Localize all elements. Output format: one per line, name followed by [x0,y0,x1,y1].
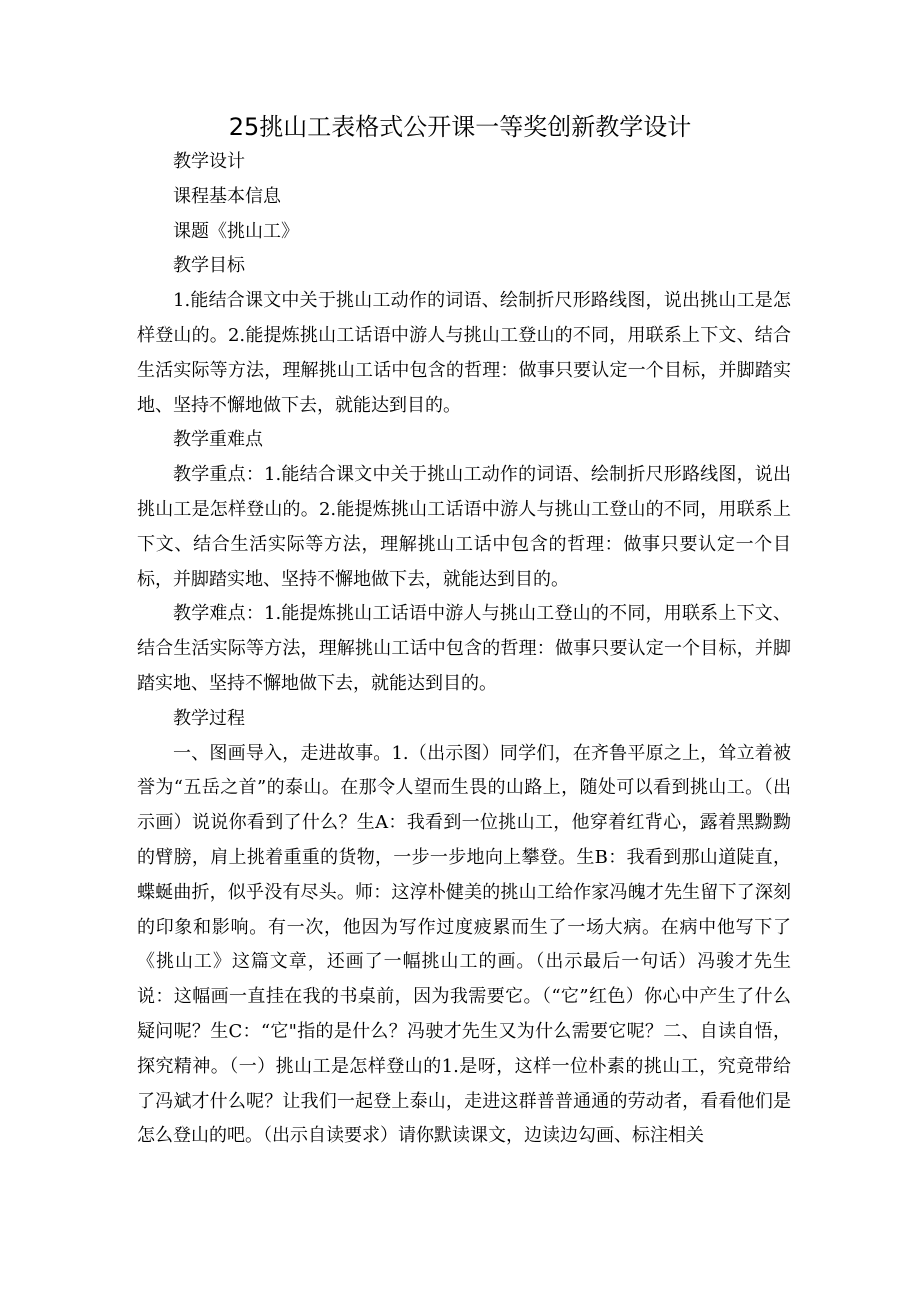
paragraph-teaching-process: 一、图画导入，走进故事。1.（出示图）同学们，在齐鲁平原之上，耸立着被誉为“五岳之首”的泰山。在那令人望而生畏的山路上，随处可以看到挑山工。（出示画）说说你看到了什么？生A：我看到一位挑山工，他穿着红背心，露着黑黝黝的臂膀，肩上挑着重重的货物，一步一步地向上攀登。生B：我看到那山道陡直，蝶蜒曲折，似乎没有尽头。师：这淳朴健美的挑山工给作家冯魄才先生留下了深刻的印象和影响。有一次，他因为写作过度疲累而生了一场大病。在病中他写下了《挑山工》这篇文章，还画了一幅挑山工的画。（出示最后一句话）冯骏才先生说：这幅画一直挂在我的书桌前，因为我需要它。（“它”红色）你心中产生了什么疑问呢？生C：“它"指的是什么？冯驶才先生又为什么需要它呢？二、自读自悟，探究精神。（一）挑山工是怎样登山的1.是呀，这样一位朴素的挑山工，究竟带给了冯斌才什么呢？让我们一起登上泰山，走进这群普普通通的劳动者，看看他们是怎么登山的吧。（出示自读要求）请你默读课文，边读边勾画、标注相关 [137,742,791,1147]
heading-key-difficulties: 教学重难点 [173,429,263,451]
paragraph-difficult-points: 教学难点：1.能提炼挑山工话语中游人与挑山工登山的不同，用联系上下文、结合生活实际等方法，理解挑山工话中包含的哲理：做事只要认定一个目标，并脚踏实地、坚持不懈地做下去，就能达到目的。 [137,603,791,694]
document-title: 25挑山工表格式公开课一等奖创新教学设计 [228,113,692,141]
paragraph-key-points: 教学重点：1.能结合课文中关于挑山工动作的词语、绘制折尺形路线图，说出挑山工是怎样登山的。2.能提炼挑山工话语中游人与挑山工登山的不同，用联系上下文、结合生活实际等方法，理解挑山工话中包含的哲理：做事只要认定一个目标，并脚踏实地、坚持不懈地做下去，就能达到目的。 [137,464,791,590]
heading-teaching-process: 教学过程 [173,707,245,729]
heading-teaching-design: 教学设计 [173,151,245,172]
document-body [137,145,791,1154]
heading-teaching-goals: 教学目标 [173,255,245,277]
heading-lesson-topic: 课题《挑山工》 [173,220,299,242]
paragraph-teaching-goals: 1.能结合课文中关于挑山工动作的词语、绘制折尺形路线图，说出挑山工是怎样登山的。2.能提炼挑山工话语中游人与挑山工登山的不同，用联系上下文、结合生活实际等方法，理解挑山工话中包含的哲理：做事只要认定一个目标，并脚踏实地、坚持不懈地做下去，就能达到目的。 [137,290,791,416]
heading-course-info: 课程基本信息 [173,185,281,207]
